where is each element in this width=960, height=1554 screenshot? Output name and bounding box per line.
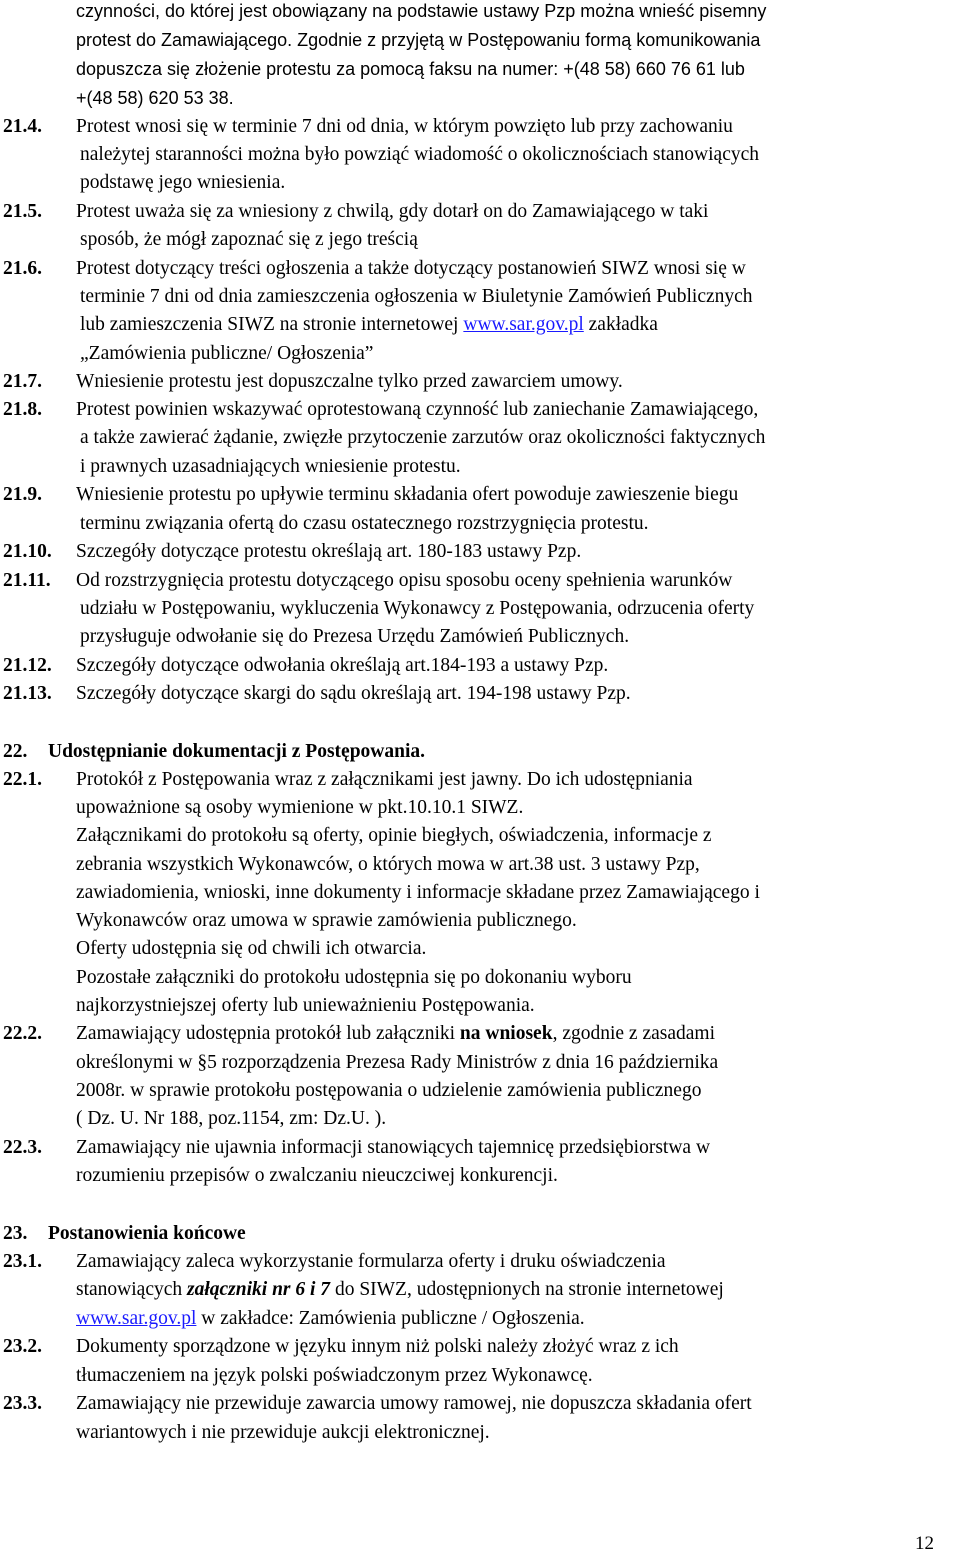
paragraph-line [80, 456, 461, 478]
text-segment: Szczegóły dotyczące odwołania określają art.184-193 a ustawy Pzp. [76, 655, 609, 676]
text-segment: Protest uważa się za wniesiony z chwilą, gdy dotarł on do Zamawiającego w taki [76, 201, 709, 222]
line-text [76, 371, 623, 393]
line-text [76, 484, 738, 506]
text-segment: w zakładce: Zamówienia publiczne / Ogłoszenia. [196, 1308, 585, 1329]
section-number: 23.1. [3, 1251, 42, 1272]
bold-text: na wniosek [459, 1023, 553, 1044]
website-link[interactable]: www.sar.gov.pl [76, 1308, 197, 1329]
section-number: 23.2. [3, 1336, 42, 1357]
text-segment: upoważnione są osoby wymienione w pkt.10.10.1 SIWZ. [76, 797, 524, 818]
text-segment: określonymi w §5 rozporządzenia Prezesa Rady Ministrów z dnia 16 października [76, 1052, 719, 1073]
text-segment: przysługuje odwołanie się do Prezesa Urzędu Zamówień Publicznych. [80, 626, 630, 647]
line-text [76, 1023, 715, 1045]
line-text [76, 825, 712, 846]
line-text [76, 30, 760, 50]
paragraph-line [76, 825, 712, 847]
line-text [76, 797, 523, 818]
paragraph-line [80, 598, 754, 620]
paragraph-line [76, 797, 523, 819]
line-text [80, 343, 373, 364]
line-text [76, 1251, 666, 1273]
line-text [76, 1308, 585, 1329]
section-number: 21.13. [3, 683, 52, 704]
paragraph-line [76, 1422, 490, 1444]
text-segment: Zamawiający zaleca wykorzystanie formularza oferty i druku oświadczenia [76, 1251, 666, 1272]
text-segment: do SIWZ, udostępnionych na stronie internetowej [330, 1279, 724, 1300]
text-segment: terminu związania ofertą do czasu ostatecznego rozstrzygnięcia protestu. [80, 513, 649, 534]
text-segment: Od rozstrzygnięcia protestu dotyczącego opisu sposobu oceny spełnienia warunków [76, 570, 733, 591]
text-segment: Wniesienie protestu jest dopuszczalne tylko przed zawarciem umowy. [76, 371, 623, 392]
text-segment: protest do Zamawiającego. Zgodnie z przyjętą w Postępowaniu formą komunikowania [76, 30, 761, 50]
line-text [76, 1108, 386, 1129]
text-segment: Wniesienie protestu po upływie terminu składania ofert powoduje zawieszenie biegu [76, 484, 739, 505]
paragraph-line [76, 967, 632, 989]
line-text [76, 116, 733, 138]
section-number: 23. [3, 1223, 28, 1244]
section-number: 21.11. [3, 570, 51, 591]
paragraph-line [76, 58, 745, 80]
section-number: 22.1. [3, 769, 42, 790]
text-segment: podstawę jego wniesienia. [80, 172, 286, 193]
line-text [76, 854, 700, 875]
section-number: 21.10. [3, 541, 52, 562]
line-text [76, 1165, 558, 1186]
line-text [76, 1393, 752, 1415]
section-number: 21.12. [3, 655, 52, 676]
line-text [76, 570, 732, 592]
line-text [76, 910, 577, 931]
line-text [76, 1052, 718, 1073]
line-text [76, 88, 234, 108]
paragraph-line [80, 314, 658, 336]
text-segment: lub zamieszczenia SIWZ na stronie internetowej [80, 314, 464, 335]
paragraph-line [76, 87, 234, 109]
section-number: 21.6. [3, 258, 42, 279]
paragraph-line [76, 854, 700, 876]
text-segment: Postanowienia końcowe [48, 1223, 246, 1244]
text-segment: Dokumenty sporządzone w języku innym niż polski należy złożyć wraz z ich [76, 1336, 679, 1357]
website-link[interactable]: www.sar.gov.pl [463, 314, 584, 335]
text-segment: zakładka [583, 314, 658, 335]
paragraph-line [76, 0, 766, 22]
text-segment: sposób, że mógł zapoznać się z jego treścią [80, 229, 418, 250]
text-segment: Szczegóły dotyczące skargi do sądu określają art. 194-198 ustawy Pzp. [76, 683, 631, 704]
line-text [76, 882, 760, 903]
line-text [80, 513, 649, 534]
text-segment: dopuszcza się złożenie protestu za pomocą faksu na numer: +(48 58) 660 76 61 lub [76, 59, 745, 79]
line-text [48, 741, 425, 763]
text-segment: Protest powinien wskazywać oprotestowaną czynność lub zaniechanie Zamawiającego, [76, 399, 759, 420]
line-text [76, 1422, 490, 1443]
line-text [76, 258, 746, 280]
line-text [80, 598, 754, 619]
paragraph-line [80, 427, 765, 449]
section-number: 21.5. [3, 201, 42, 222]
line-text [76, 541, 581, 563]
text-segment: rozumieniu przepisów o zwalczaniu nieuczciwej konkurencji. [76, 1165, 558, 1186]
text-segment: a także zawierać żądanie, zwięzłe przytoczenie zarzutów oraz okoliczności faktycznych [80, 427, 766, 448]
text-segment: udziału w Postępowaniu, wykluczenia Wykonawcy z Postępowania, odrzucenia oferty [80, 598, 755, 619]
paragraph-line [76, 1365, 593, 1387]
line-text [76, 201, 708, 223]
text-segment: Protest wnosi się w terminie 7 dni od dnia, w którym powzięto lub przy zachowaniu [76, 116, 733, 137]
text-segment: Szczegóły dotyczące protestu określają art. 180-183 ustawy Pzp. [76, 541, 582, 562]
text-segment: Pozostałe załączniki do protokołu udostępnia się po dokonaniu wyboru [76, 967, 632, 988]
line-text [76, 1365, 593, 1386]
line-text [80, 427, 765, 448]
text-segment: tłumaczeniem na język polski poświadczonym przez Wykonawcę. [76, 1365, 593, 1386]
text-segment: i prawnych uzasadniających wniesienie protestu. [80, 456, 461, 477]
line-text [76, 938, 426, 959]
paragraph-line [76, 1080, 701, 1102]
text-segment: 2008r. w sprawie protokołu postępowania o udzielenie zamówienia publicznego [76, 1080, 702, 1101]
section-number: 21.4. [3, 116, 42, 137]
text-segment: Oferty udostępnia się od chwili ich otwarcia. [76, 938, 427, 959]
text-segment: czynności, do której jest obowiązany na podstawie ustawy Pzp można wnieść pisemny [76, 1, 767, 21]
line-text [76, 1279, 724, 1300]
line-text [76, 1080, 701, 1101]
line-text [76, 967, 632, 988]
text-segment: Protest dotyczący treści ogłoszenia a także dotyczący postanowień SIWZ wnosi się w [76, 258, 746, 279]
text-segment: najkorzystniejszej oferty lub unieważnieniu Postępowania. [76, 995, 535, 1016]
line-text [80, 229, 418, 250]
text-segment: terminie 7 dni od dnia zamieszczenia ogłoszenia w Biuletynie Zamówień Publicznych [80, 286, 753, 307]
line-text [76, 655, 608, 677]
paragraph-line [80, 144, 759, 166]
line-text [80, 314, 658, 335]
page-number: 12 [915, 1533, 934, 1554]
line-text [80, 286, 753, 307]
paragraph-line [80, 286, 753, 308]
text-segment: , zgodnie z zasadami [552, 1023, 715, 1044]
paragraph-line [76, 1052, 718, 1074]
line-text [76, 399, 758, 421]
section-number: 21.9. [3, 484, 42, 505]
paragraph-line [76, 910, 577, 932]
section-number: 21.8. [3, 399, 42, 420]
line-text [76, 1137, 710, 1159]
text-segment: Udostępnianie dokumentacji z Postępowania. [48, 741, 426, 762]
paragraph-line [80, 626, 629, 648]
text-segment: Zamawiający udostępnia protokół lub załączniki [76, 1023, 460, 1044]
line-text [80, 172, 285, 193]
text-segment: wariantowych i nie przewiduje aukcji elektronicznej. [76, 1422, 490, 1443]
text-segment: stanowiących [76, 1279, 188, 1300]
text-segment: Zamawiający nie przewiduje zawarcia umowy ramowej, nie dopuszcza składania ofert [76, 1393, 752, 1414]
paragraph-line [76, 1108, 386, 1130]
line-text [76, 59, 745, 79]
line-text [76, 1, 766, 21]
paragraph-line [76, 995, 535, 1017]
bold-italic-text: załączniki nr 6 i 7 [187, 1279, 331, 1300]
paragraph-line [76, 882, 760, 904]
paragraph-line [76, 938, 426, 960]
paragraph-line [76, 29, 760, 51]
line-text [76, 1336, 679, 1358]
text-segment: zebrania wszystkich Wykonawców, o których mowa w art.38 ust. 3 ustawy Pzp, [76, 854, 700, 875]
line-text [80, 626, 629, 647]
text-segment: „Zamówienia publiczne/ Ogłoszenia” [80, 343, 374, 364]
paragraph-line [76, 1308, 585, 1330]
text-segment: należytej staranności można było powziąć wiadomość o okolicznościach stanowiących [80, 144, 760, 165]
section-number: 23.3. [3, 1393, 42, 1414]
line-text [76, 683, 631, 705]
paragraph-line [80, 513, 649, 535]
line-text [48, 1223, 246, 1245]
section-number: 22. [3, 741, 28, 762]
line-text [80, 144, 759, 165]
paragraph-line [80, 172, 285, 194]
text-segment: Protokół z Postępowania wraz z załącznikami jest jawny. Do ich udostępniania [76, 769, 693, 790]
line-text [76, 769, 693, 791]
section-number: 21.7. [3, 371, 42, 392]
text-segment: Zamawiający nie ujawnia informacji stanowiących tajemnicę przedsiębiorstwa w [76, 1137, 711, 1158]
paragraph-line [76, 1165, 558, 1187]
section-number: 22.3. [3, 1137, 42, 1158]
section-number: 22.2. [3, 1023, 42, 1044]
text-segment: Załącznikami do protokołu są oferty, opinie biegłych, oświadczenia, informacje z [76, 825, 712, 846]
text-segment: Wykonawców oraz umowa w sprawie zamówienia publicznego. [76, 910, 577, 931]
line-text [76, 995, 535, 1016]
text-segment: +(48 58) 620 53 38. [76, 88, 234, 108]
text-segment: zawiadomienia, wnioski, inne dokumenty i informacje składane przez Zamawiającego i [76, 882, 760, 903]
line-text [80, 456, 461, 477]
paragraph-line [80, 229, 418, 251]
paragraph-line [80, 343, 373, 365]
paragraph-line [76, 1279, 724, 1301]
text-segment: ( Dz. U. Nr 188, poz.1154, zm: Dz.U. ). [76, 1108, 387, 1129]
